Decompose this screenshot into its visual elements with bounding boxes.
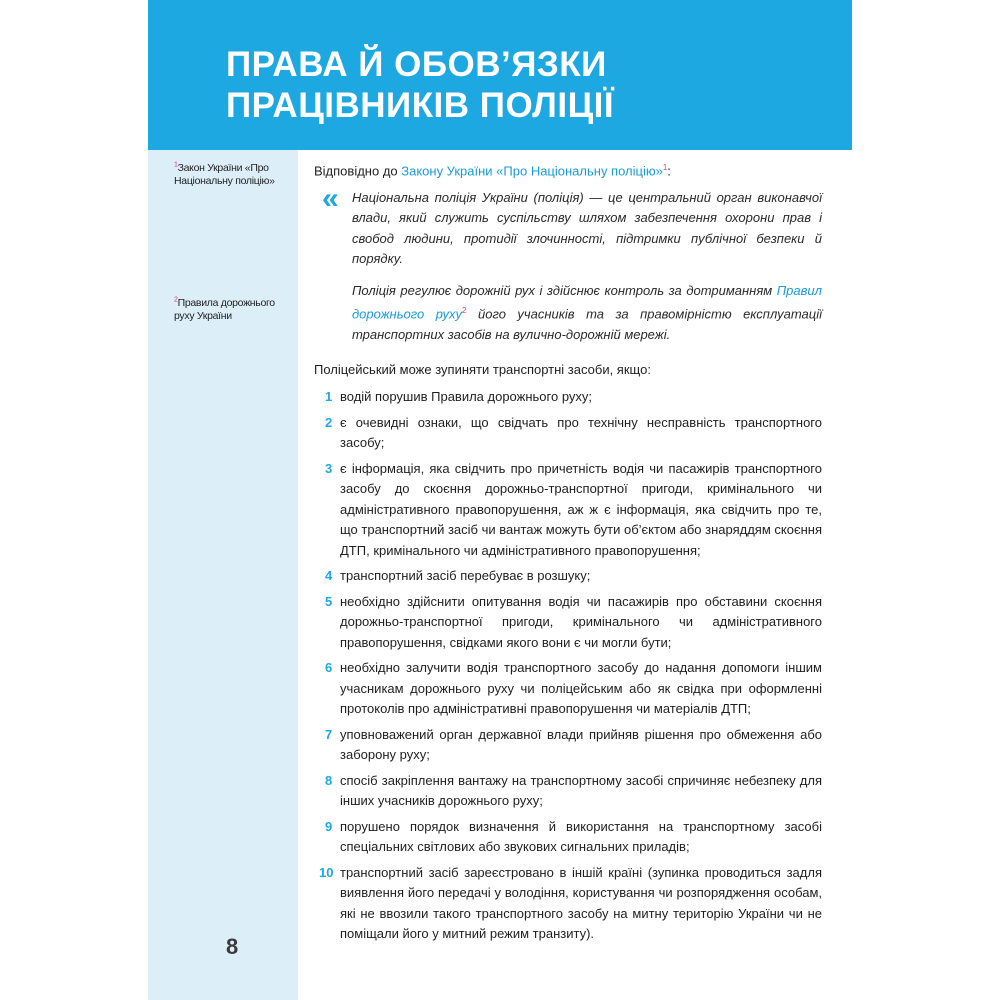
list-item (314, 592, 822, 654)
item-number: 5 (325, 593, 333, 609)
list-item (314, 413, 822, 454)
item-number: 10 (319, 864, 334, 880)
list-item (314, 817, 822, 858)
sidebar-note-text: Правила дорожнього руху України (174, 297, 275, 322)
list-item (314, 566, 822, 587)
chapter-title-line-2: ПРАЦІВНИКІВ ПОЛІЦІЇ (226, 86, 615, 125)
quote-p2-suffix: його учасників та за правомірністю експлуатації транспортних засобів на вулично-дорожній мережі. (352, 306, 822, 343)
footnote-marker: 1 (662, 163, 668, 172)
item-number: 3 (325, 460, 333, 476)
law-link[interactable]: Закону України «Про Національну поліцію» (401, 163, 663, 179)
page-number: 8 (226, 934, 239, 959)
sidebar-note-text: Закон України «Про Національну поліцію» (174, 162, 275, 187)
chapter-header (148, 0, 852, 150)
item-text: транспортний засіб перебуває в розшуку; (340, 568, 591, 584)
item-text: необхідно залучити водія транспортного засобу до надання допомоги іншим учасникам дорожнього руху чи поліцейським або як свідка при оформленні протоколів про адміністративні правопорушення чи матеріалів ДТП; (340, 660, 822, 717)
item-number: 6 (325, 660, 333, 676)
item-number: 4 (325, 568, 333, 584)
chapter-title (226, 44, 614, 126)
list-item (314, 459, 822, 562)
item-text: є очевидні ознаки, що свідчать про технічну несправність транспортного засобу; (340, 414, 822, 451)
list-item (314, 658, 822, 720)
chapter-title-line-1: ПРАВА Й ОБОВ’ЯЗКИ (226, 45, 607, 84)
quote-paragraph-1: Національна поліція України (поліція) — це центральний орган виконавчої влади, який служить суспільству шляхом забезпечення охорони прав і свобод людини, протидії злочинності, підтримки публічної безпеки й порядку. (352, 189, 822, 267)
intro-prefix: Відповідно до (314, 163, 402, 179)
margin-sidebar (148, 150, 298, 1000)
list-item (314, 863, 822, 945)
item-text: є інформація, яка свідчить про причетність водія чи пасажирів транспортного засобу до скоєння дорожньо-транспортної пригоди, кримінального чи адміністративного правопорушення, аж ж є інформація, яка свідчить про те, що транспортний засіб чи вантаж можуть бути об’єктом або знаряддям скоєння ДТП, кримінального чи адміністративного правопорушення; (340, 460, 822, 558)
item-text: уповноважений орган державної влади прийняв рішення про обмеження або заборону руху; (340, 726, 822, 763)
footnote-marker: 2 (462, 306, 467, 316)
item-number: 2 (325, 414, 333, 430)
law-quote (314, 181, 822, 346)
quote-paragraph-2 (352, 281, 822, 346)
item-number: 7 (325, 726, 333, 742)
footnote-marker: 2 (174, 296, 178, 304)
main-content (314, 158, 822, 950)
traffic-rules-link[interactable]: Правил дорожнього руху (352, 282, 822, 322)
list-item (314, 387, 822, 408)
footnote-marker: 1 (174, 161, 178, 169)
list-item (314, 725, 822, 766)
item-number: 8 (325, 772, 333, 788)
quote-p2-prefix: Поліція регулює дорожній рух і здійснює контроль за дотриманням (352, 282, 777, 298)
item-text: порушено порядок визначення й використання на транспортному засобі спеціальних світлових або звукових сигнальних приладів; (340, 818, 822, 855)
item-text: транспортний засіб зареєстровано в іншій країні (зупинка проводиться задля виявлення його передачі у володіння, користування чи розпорядження особам, які не ввозили такого транспортного засобу на митну територію України чи не поміщали його у митний режим транзиту). (340, 864, 822, 942)
page (148, 0, 852, 1000)
sidebar-note-2 (174, 297, 286, 323)
item-text: водій порушив Правила дорожнього руху; (340, 389, 593, 405)
list-lead: Поліцейський може зупиняти транспортні засоби, якщо: (314, 361, 651, 377)
intro-paragraph (314, 158, 822, 182)
stop-reasons-list (314, 387, 822, 945)
item-number: 9 (325, 818, 333, 834)
quote-mark-icon: « (322, 181, 339, 215)
list-item (314, 771, 822, 812)
item-number: 1 (325, 389, 333, 405)
item-text: необхідно здійснити опитування водія чи пасажирів про обставини скоєння дорожньо-транспортної пригоди, кримінального чи адміністративного правопорушення, свідками якого вони є чи могли бути; (340, 593, 822, 650)
intro-suffix: : (667, 163, 671, 179)
item-text: спосіб закріплення вантажу на транспортному засобі спричиняє небезпеку для інших учасників дорожнього руху; (340, 772, 822, 809)
sidebar-note-1 (174, 162, 286, 188)
